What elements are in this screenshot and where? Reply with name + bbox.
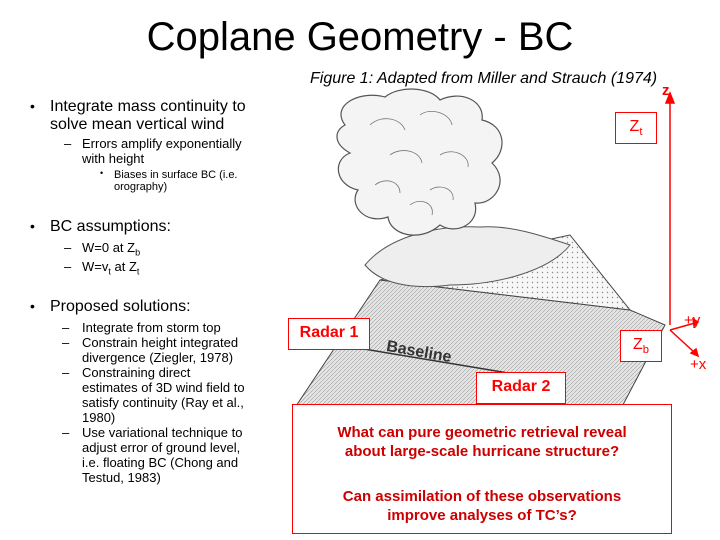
question-1-line-2: about large-scale hurricane structure? [344, 443, 620, 460]
slide-title: Coplane Geometry - BC [146, 15, 574, 59]
subscript: t [108, 266, 111, 277]
solution-item [62, 425, 288, 485]
question-2-line-1: Can assimilation of these observations [342, 488, 622, 505]
solution-line: Constrain height integrated [82, 335, 239, 350]
solution-line: Constraining direct [82, 365, 191, 380]
subscript: t [136, 266, 140, 277]
zt-label [615, 112, 657, 144]
bullet-line: orography) [114, 181, 168, 193]
sub-bullet-w-vt [82, 259, 139, 280]
bullet-integrate [50, 98, 246, 134]
solution-line: 1980) [82, 410, 116, 425]
dash-marker: – [62, 335, 70, 350]
bullet-list [0, 0, 290, 540]
bullet-proposed-solutions: Proposed solutions: [50, 298, 191, 315]
sub-sub-bullet-biases [114, 169, 238, 193]
solution-item [62, 335, 288, 365]
subscript: b [135, 247, 141, 258]
bullet-text: W=v [82, 259, 109, 274]
solution-line: Testud, 1983) [82, 470, 161, 485]
cloud-tower [337, 89, 502, 235]
solution-item [62, 365, 288, 425]
solution-line: adjust error of ground level, [82, 440, 241, 455]
dash-marker: – [62, 425, 70, 440]
dash-marker: – [62, 320, 70, 335]
radar1-label: Radar 1 [288, 318, 370, 350]
bullet-line: solve mean vertical wind [50, 116, 225, 133]
bullet-marker: • [30, 298, 35, 314]
label-text: Z [629, 118, 640, 135]
y-axis-label: +y [684, 312, 701, 329]
subscript: t [639, 126, 643, 139]
dash-marker: – [64, 136, 72, 151]
bullet-text: W=0 at Z [82, 240, 136, 255]
solution-line: Use variational technique to [82, 425, 243, 440]
bullet-line: with height [82, 151, 145, 166]
solution-line: i.e. floating BC (Chong and [82, 455, 239, 470]
bullet-marker: • [30, 218, 35, 234]
bullet-line: Biases in surface BC (i.e. [114, 169, 238, 181]
questions-box [292, 404, 672, 534]
bullet-text: at Z [110, 259, 137, 274]
sub-bullet-w-zero [82, 240, 140, 261]
zb-label [620, 330, 662, 362]
radar2-label: Radar 2 [476, 372, 566, 404]
sub-bullet-errors [82, 136, 242, 166]
subscript: b [642, 344, 649, 357]
bullet-line: Errors amplify exponentially [82, 136, 242, 151]
solution-line: estimates of 3D wind field to [82, 380, 245, 395]
figure-caption: Figure 1: Adapted from Miller and Strauch (1974) [310, 70, 658, 87]
solution-item [62, 320, 288, 335]
bullet-bc-assumptions: BC assumptions: [50, 218, 171, 235]
bullet-marker: • [30, 98, 35, 114]
question-2-line-2: improve analyses of TC’s? [387, 507, 577, 524]
dash-marker: – [64, 240, 72, 255]
solution-line: Integrate from storm top [82, 320, 221, 335]
question-1-line-1: What can pure geometric retrieval reveal [337, 424, 627, 441]
dash-marker: – [62, 365, 70, 380]
solutions-list [62, 320, 288, 485]
bullet-marker: • [100, 168, 104, 178]
bullet-line: Integrate mass continuity to [50, 98, 246, 115]
solution-line: divergence (Ziegler, 1978) [82, 350, 234, 365]
solution-line: satisfy continuity (Ray et al., [82, 395, 244, 410]
label-text: Z [632, 336, 643, 353]
x-axis-label: +x [690, 356, 707, 373]
z-axis-label: z [662, 82, 670, 99]
baseline-label: Baseline [385, 338, 453, 367]
dash-marker: – [64, 259, 72, 274]
